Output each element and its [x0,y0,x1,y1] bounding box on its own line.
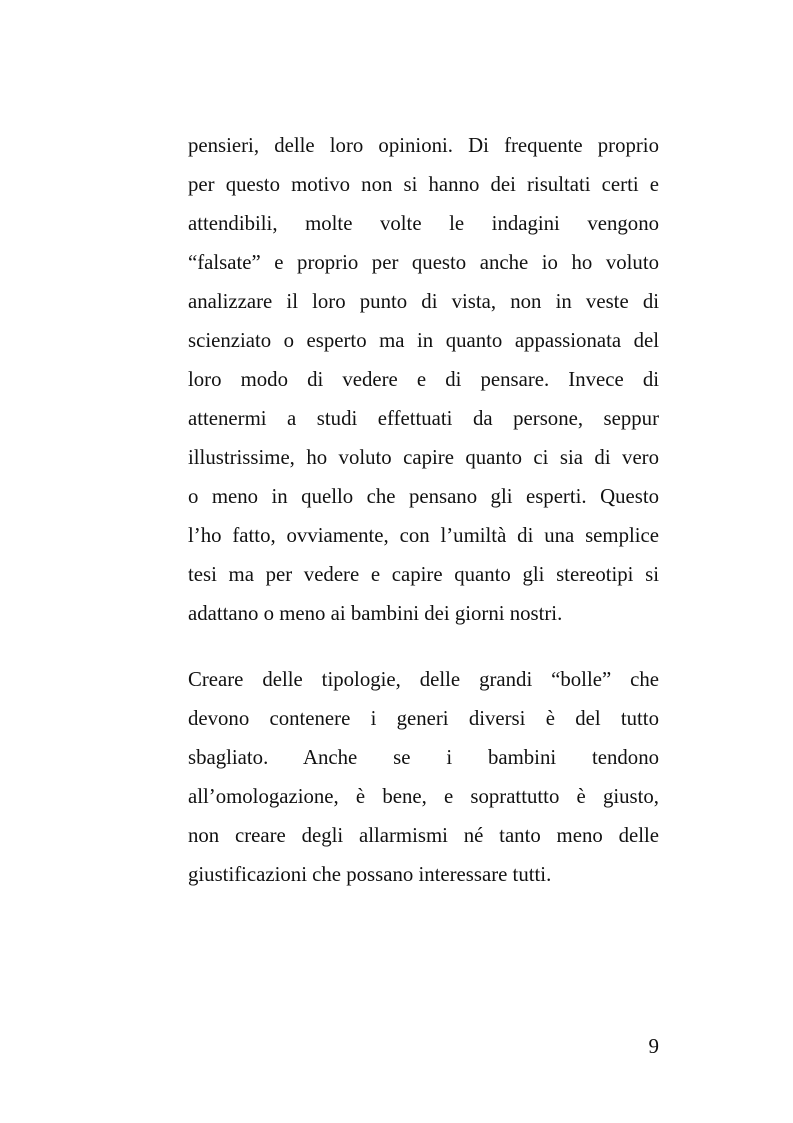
page-number: 9 [648,1034,659,1058]
text-line: devono contenere i generi diversi è del tutto [188,707,659,730]
text-line: attenermi a studi effettuati da persone, seppur [188,407,659,430]
text-line: “falsate” e proprio per questo anche io ho voluto [188,251,659,274]
text-line: analizzare il loro punto di vista, non in veste di [188,290,659,313]
text-line: attendibili, molte volte le indagini vengono [188,212,659,235]
text-line: loro modo di vedere e di pensare. Invece di [188,368,659,391]
text-line: scienziato o esperto ma in quanto appassionata del [188,329,659,352]
text-line: Creare delle tipologie, delle grandi “bolle” che [188,668,659,691]
text-line: tesi ma per vedere e capire quanto gli stereotipi si [188,563,659,586]
paragraph-1 [188,132,659,639]
text-line: all’omologazione, è bene, e soprattutto è giusto, [188,785,659,808]
text-line: per questo motivo non si hanno dei risultati certi e [188,173,659,196]
text-line: non creare degli allarmismi né tanto meno delle [188,824,659,847]
text-line: o meno in quello che pensano gli esperti. Questo [188,485,659,508]
text-line: sbagliato. Anche se i bambini tendono [188,746,659,769]
text-line: adattano o meno ai bambini dei giorni nostri. [188,602,563,625]
text-line: pensieri, delle loro opinioni. Di frequente proprio [188,134,659,157]
text-line: giustificazioni che possano interessare tutti. [188,863,552,886]
text-line: l’ho fatto, ovviamente, con l’umiltà di una semplice [188,524,659,547]
paragraph-2 [188,666,659,900]
text-line: illustrissime, ho voluto capire quanto ci sia di vero [188,446,659,469]
